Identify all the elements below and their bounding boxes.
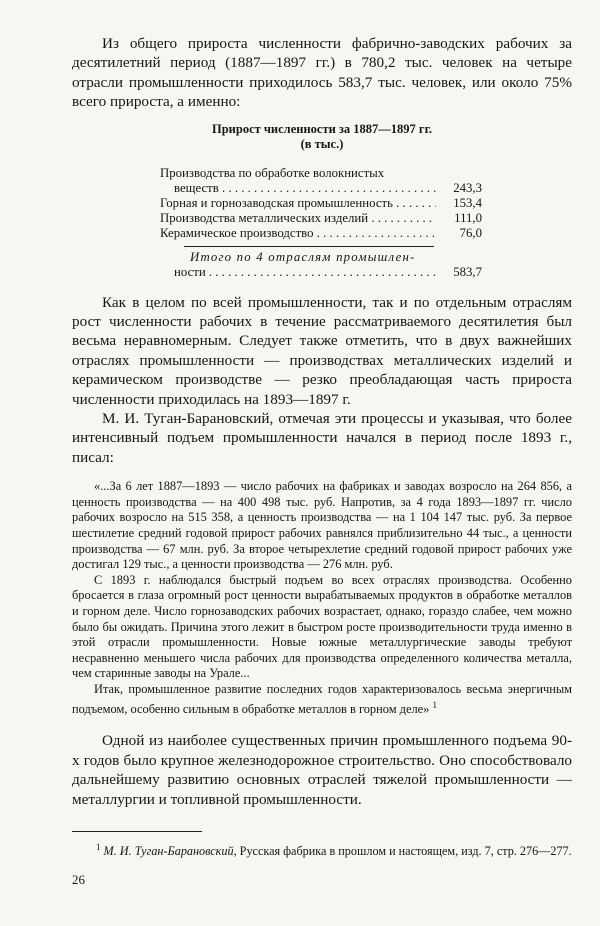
page-number: 26 bbox=[72, 871, 85, 887]
footnote-divider bbox=[72, 831, 202, 832]
row-label: Производства по обработке волокнистых bbox=[160, 165, 385, 180]
row-value: 153,4 bbox=[453, 195, 482, 210]
book-page bbox=[72, 34, 572, 888]
quote-part-1: «...За 6 лет 1887—1893 — число рабочих на фабриках и заводах возросло на 264 856, а ценность производства — на 400 498 тыс. руб. Напротив, за 4 года 1893—1897 гг. число рабочих возросло на 515 358, а ценность производства — на 1 104 147 тыс. руб. За первое шестилетие средний годовой прирост рабочих равнялся приблизительно 44 тыс., а ценности производства — 67 млн. руб. За второе четырехлетие средний годовой прирост рабочих уже достигал 129 тыс., а ценности производства — 276 млн. руб. bbox=[72, 479, 572, 572]
footnote-marker: 1 bbox=[96, 841, 101, 852]
table-row bbox=[160, 226, 482, 241]
row-label: Производства металлических изделий . . . bbox=[160, 211, 436, 226]
table-row bbox=[160, 181, 482, 196]
quotation bbox=[72, 479, 572, 717]
paragraph-4: Одной из наиболее существенных причин промышленного подъема 90-х годов было крупное железнодорожное строительство. Оно способствовало дальнейшему развитию основных отраслей тяжелой промышленности — металлургии и топливной промышленности. bbox=[72, 732, 572, 808]
intro-paragraph: Из общего прироста численности фабрично-заводских рабочих за десятилетний период (1887—1897 гг.) в 780,2 тыс. человек на четыре отрасли промышленности приходилось 583,7 тыс. человек, или около 75% всего прироста, а именно: bbox=[72, 35, 572, 111]
footnote-author: М. И. Туган-Барановский, bbox=[103, 844, 237, 858]
table-total-row bbox=[160, 265, 482, 280]
table-row bbox=[160, 211, 482, 226]
quote-part-2: С 1893 г. наблюдался быстрый подъем во всех отраслях производства. Особенно бросается в глаза огромный рост ценности вырабатываемых продуктов в обработке металлов и горном деле. Число горнозаводских рабочих возрастает, однако, гораздо слабее, чем можно было бы ожидать. Причина этого лежит в быстром росте производительности труда именно в этой отрасли промышленности. Новые южные металлургические заводы требуют несравненно меньшего числа рабочих для производства определенного количества металла, чем старинные заводы на Урале... bbox=[72, 572, 572, 681]
row-label: Горная и горнозаводская промышленность . . . bbox=[160, 196, 436, 211]
total-label: Итого по 4 отраслям промышлен- bbox=[190, 249, 416, 264]
row-label: веществ . . . bbox=[160, 181, 436, 196]
row-value: 111,0 bbox=[454, 210, 482, 225]
row-label: Керамическое производство . . . bbox=[160, 226, 436, 241]
footnote-reference[interactable]: 1 bbox=[432, 699, 437, 710]
row-value: 243,3 bbox=[453, 180, 482, 195]
growth-table bbox=[160, 166, 482, 280]
table-title: Прирост численности за 1887—1897 гг. bbox=[211, 121, 432, 136]
footnote-text: Русская фабрика в прошлом и настоящем, изд. 7, стр. 276—277. bbox=[239, 844, 572, 858]
row-value: 76,0 bbox=[459, 225, 482, 240]
table-row bbox=[160, 166, 482, 181]
total-label-cont: ности . . . bbox=[160, 265, 436, 280]
total-value: 583,7 bbox=[453, 264, 482, 279]
table-subtitle: (в тыс.) bbox=[300, 136, 344, 151]
quote-part-3 bbox=[72, 682, 572, 717]
table-divider bbox=[184, 246, 434, 247]
paragraph-2: Как в целом по всей промышленности, так и по отдельным отраслям рост численности рабочих в течение рассматриваемого десятилетия был весьма неравномерным. Следует также отметить, что в двух важнейших отраслях промышленности — производствах металлических изделий и керамическом производстве — резко преобладающая часть прироста численности приходилась на 1893—1897 г. bbox=[72, 293, 572, 408]
quote-text: Итак, промышленное развитие последних годов характеризовалось весьма энергичным подъемом, особенно сильным в обработке металлов в горном деле» bbox=[72, 682, 572, 716]
paragraph-3: М. И. Туган-Барановский, отмечая эти процессы и указывая, что более интенсивный подъем промышленности начался в период после 1893 г., писал: bbox=[72, 410, 572, 466]
footnote bbox=[72, 840, 572, 860]
table-row bbox=[160, 196, 482, 211]
table-total-row bbox=[160, 250, 482, 265]
